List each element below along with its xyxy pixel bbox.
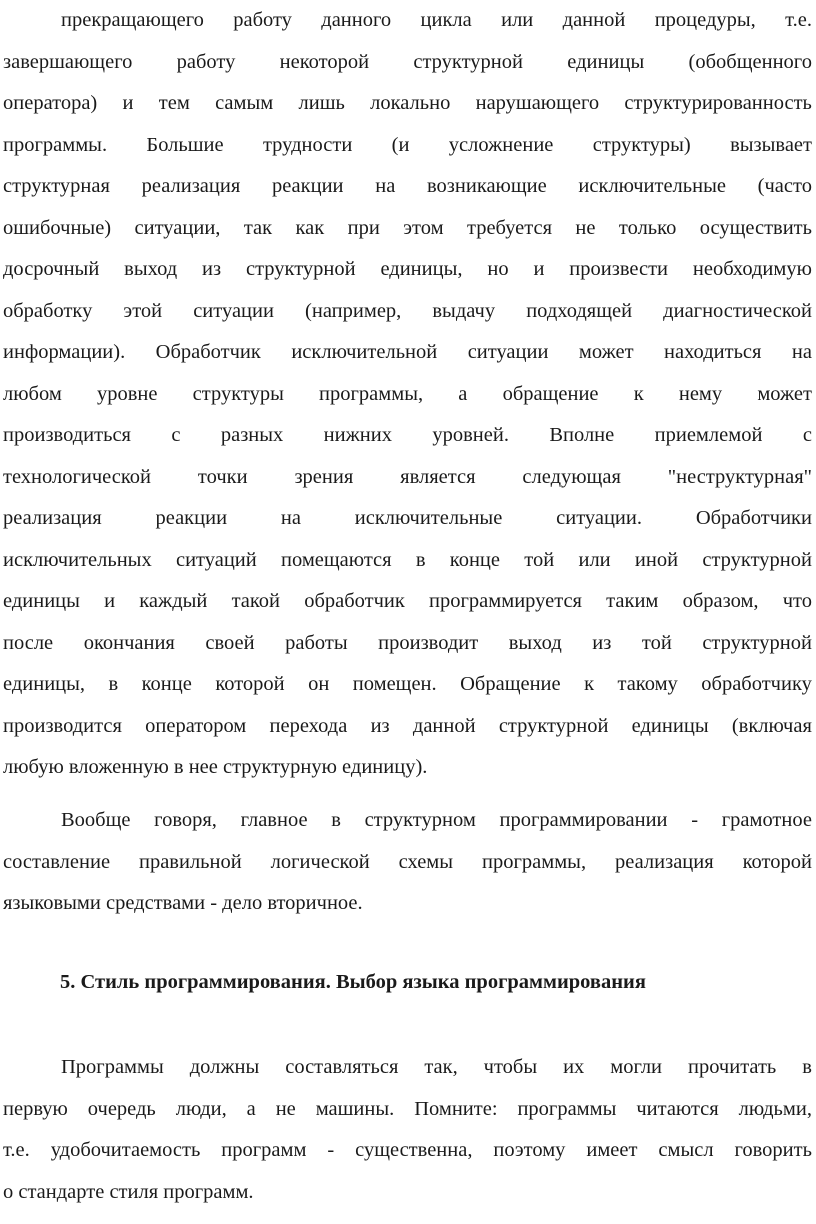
text-line: т.е. удобочитаемость программ - существенна, поэтому имеет смысл говорить: [3, 1139, 812, 1161]
text-line: программы. Большие трудности (и усложнение структуры) вызывает: [3, 133, 812, 156]
text-line: составление правильной логической схемы программы, реализация которой: [3, 850, 812, 873]
text-line: единицы, в конце которой он помещен. Обращение к такому обработчику: [3, 673, 812, 695]
text-line: завершающего работу некоторой структурной единицы (обобщенного: [3, 50, 812, 73]
text-line: любую вложенную в нее структурную единицу).: [3, 756, 428, 778]
paragraph-logic-scheme: [3, 800, 812, 925]
section-heading: 5. Стиль программирования. Выбор языка программирования: [60, 971, 646, 993]
text-line: структурная реализация реакции на возникающие исключительные (часто: [3, 175, 812, 197]
text-line: о стандарте стиля программ.: [3, 1180, 254, 1203]
paragraph-programming-style: [3, 1047, 812, 1213]
text-line: единицы и каждый такой обработчик программируется таким образом, что: [3, 590, 812, 612]
text-line: после окончания своей работы производит выход из той структурной: [3, 631, 812, 654]
text-line: досрочный выход из структурной единицы, но и произвести необходимую: [3, 258, 812, 280]
text-line: языковыми средствами - дело вторичное.: [3, 892, 363, 914]
text-line: ошибочные) ситуации, так как при этом требуется не только осуществить: [3, 216, 812, 239]
text-line: производиться с разных нижних уровней. Вполне приемлемой с: [3, 424, 812, 446]
text-line: Вообще говоря, главное в структурном программировании - грамотное: [61, 809, 812, 831]
text-line: исключительных ситуаций помещаются в конце той или иной структурной: [3, 548, 812, 571]
text-line: оператора) и тем самым лишь локально нарушающего структурированность: [3, 92, 812, 114]
text-line: первую очередь люди, а не машины. Помните: программы читаются людьми,: [3, 1097, 812, 1120]
paragraph-structured-exceptions: [3, 0, 812, 789]
text-line: технологической точки зрения является следующая "неструктурная": [3, 465, 812, 488]
text-line: Программы должны составляться так, чтобы их могли прочитать в: [61, 1056, 812, 1078]
text-line: информации). Обработчик исключительной ситуации может находиться на: [3, 341, 812, 363]
text-line: производится оператором перехода из данной структурной единицы (включая: [3, 714, 812, 737]
text-line: реализация реакции на исключительные ситуации. Обработчики: [3, 507, 812, 529]
text-line: прекращающего работу данного цикла или данной процедуры, т.е.: [61, 9, 812, 31]
text-line: любом уровне структуры программы, а обращение к нему может: [3, 382, 812, 405]
text-line: обработку этой ситуации (например, выдачу подходящей диагностической: [3, 299, 812, 322]
